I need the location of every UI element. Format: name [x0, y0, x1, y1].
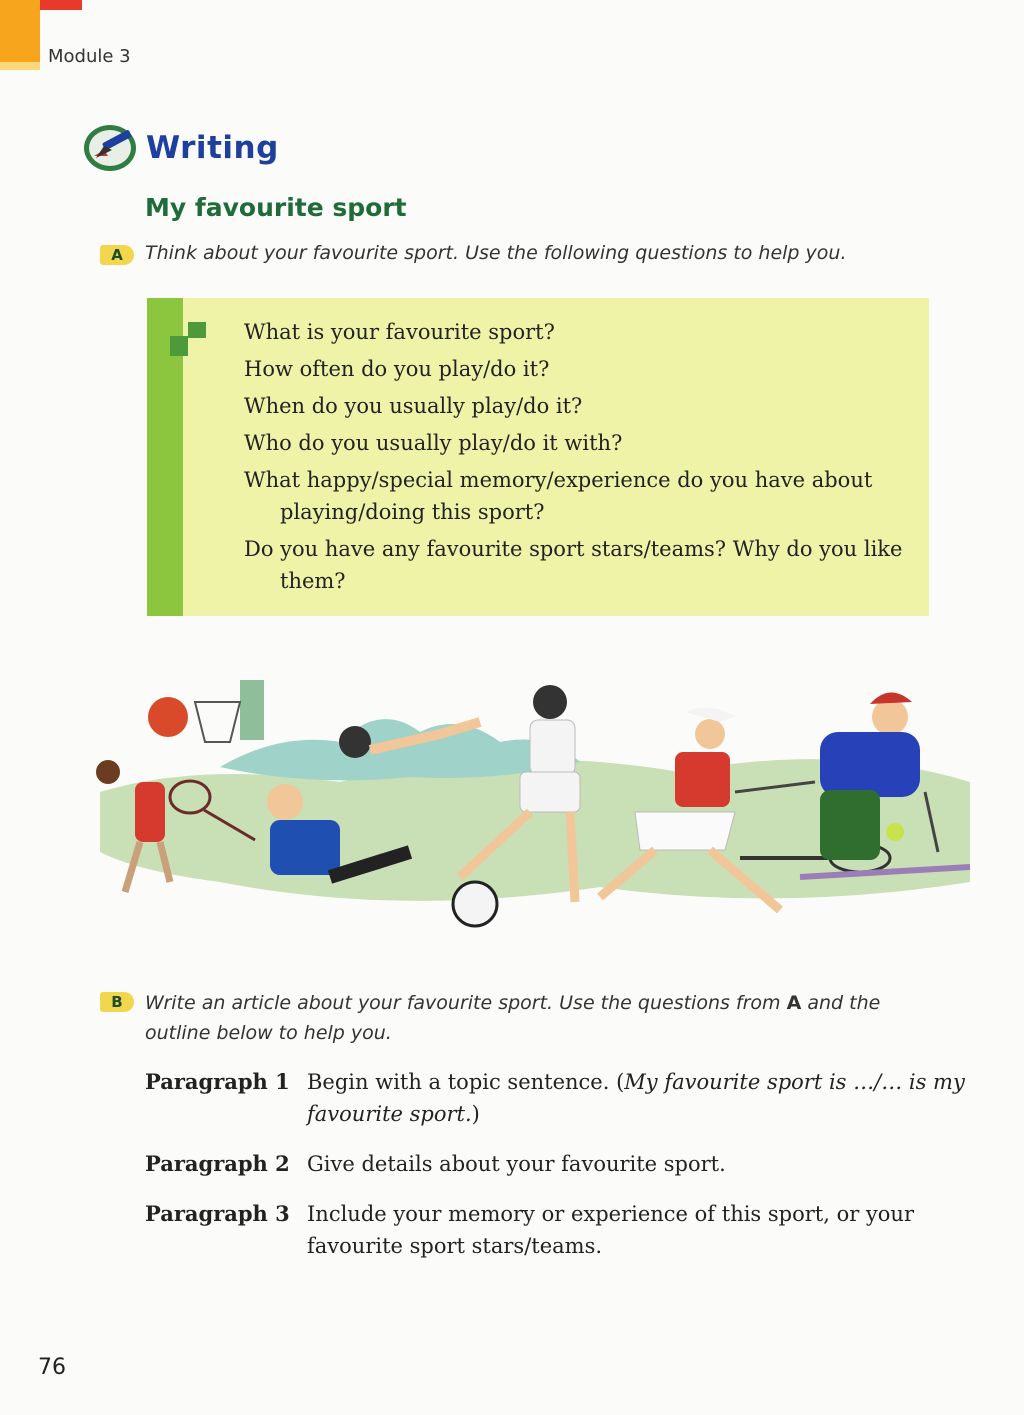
question-item: What happy/special memory/experience do you have about playing/doing this sport?: [244, 468, 873, 524]
paragraph-text-italic: My favourite sport is …/… is my favourite sport.: [307, 1070, 965, 1126]
paragraph-text-post: ): [471, 1102, 480, 1126]
instruction-b-bold: A: [786, 992, 802, 1014]
paragraph-description: Give details about your favourite sport.: [307, 1152, 726, 1176]
corner-decoration-orange: [0, 0, 40, 62]
paragraph-outline: [145, 1066, 985, 1280]
paragraph-description: Include your memory or experience of this sport, or your favourite sport stars/teams.: [307, 1202, 915, 1258]
question-item: Who do you usually play/do it with?: [244, 431, 623, 455]
corner-decoration-red: [40, 0, 82, 10]
paragraph-description: [307, 1066, 977, 1130]
paragraph-label: Paragraph 3: [145, 1201, 290, 1226]
paragraph-text-pre: Begin with a topic sentence. (: [307, 1070, 625, 1094]
outline-row: [145, 1198, 985, 1262]
instruction-b: [145, 988, 935, 1048]
question-list: [244, 316, 914, 602]
badge-a: A: [100, 245, 134, 265]
decor-square-1: [170, 336, 188, 356]
section-title: Writing: [146, 130, 279, 166]
outline-row: [145, 1148, 985, 1180]
instruction-b-post: and the outline below to help you.: [145, 992, 881, 1044]
page-number: 76: [38, 1355, 66, 1380]
instruction-a: Think about your favourite sport. Use the following questions to help you.: [145, 242, 847, 264]
paragraph-label: Paragraph 2: [145, 1151, 290, 1176]
question-item: Do you have any favourite sport stars/teams? Why do you like them?: [244, 537, 903, 593]
question-item: How often do you play/do it?: [244, 357, 550, 381]
question-item: When do you usually play/do it?: [244, 394, 583, 418]
corner-decoration-yellow: [0, 62, 40, 70]
instruction-b-pre: Write an article about your favourite sport. Use the questions from: [145, 992, 787, 1014]
topic-title: My favourite sport: [145, 193, 407, 222]
outline-row: [145, 1066, 985, 1130]
paragraph-label: Paragraph 1: [145, 1069, 290, 1094]
question-item: What is your favourite sport?: [244, 320, 555, 344]
decor-square-2: [188, 322, 206, 338]
badge-b: B: [100, 992, 134, 1012]
pencil-icon: [82, 120, 140, 174]
sports-illustration: [80, 672, 980, 934]
module-label: Module 3: [48, 46, 131, 67]
